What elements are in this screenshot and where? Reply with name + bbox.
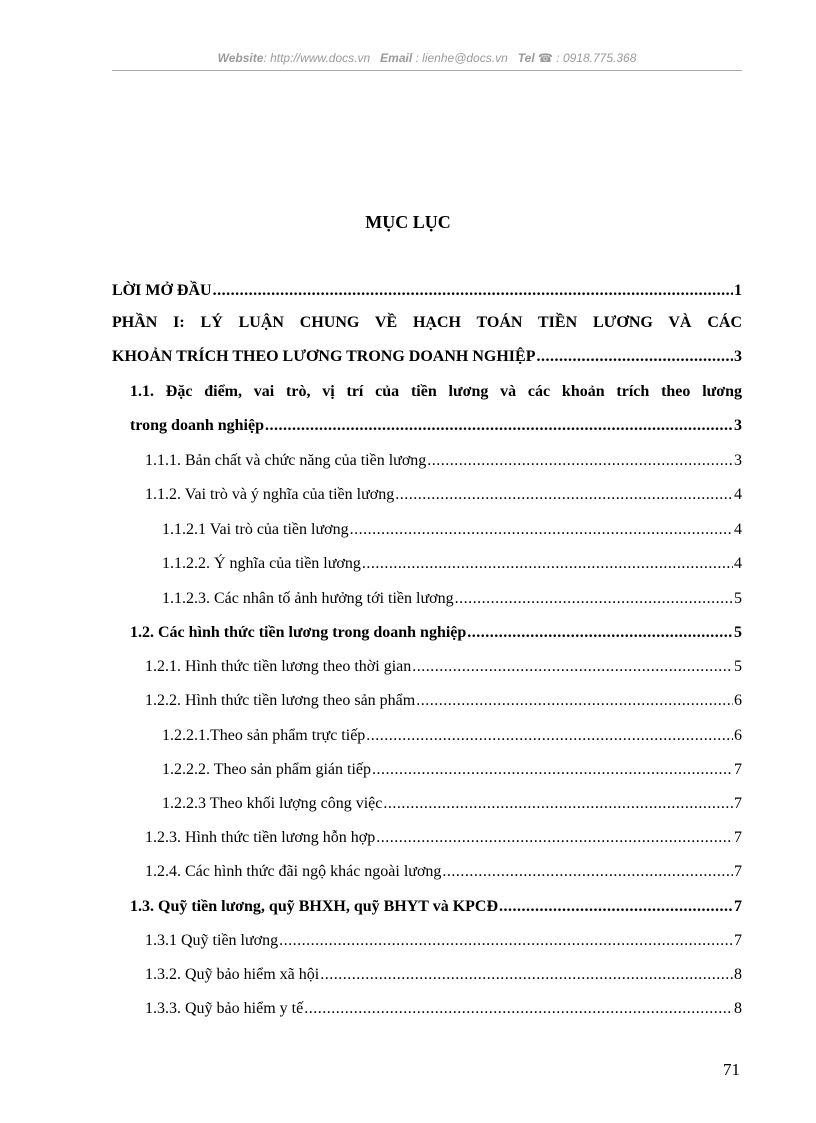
toc-leader-dots	[499, 895, 733, 919]
toc-entry-text: 1.2.1. Hình thức tiền lương theo thời gian	[145, 658, 412, 675]
toc-leader-dots	[416, 689, 733, 713]
tel-label: Tel	[517, 51, 535, 65]
toc-entry-1-1-1[interactable]	[145, 449, 742, 473]
toc-entry-text: trong doanh nghiệp	[130, 417, 264, 434]
toc-leader-dots	[213, 279, 733, 303]
toc-entry-page: 7	[734, 863, 742, 880]
toc-entry-1-2-2-2[interactable]	[162, 758, 742, 782]
toc-leader-dots	[304, 997, 733, 1021]
toc-entry-text: LỜI MỞ ĐẦU	[112, 282, 212, 299]
toc-entry-text: 1.2.2.2. Theo sản phẩm gián tiếp	[162, 761, 371, 778]
toc-entry-page: 3	[734, 417, 742, 434]
toc-entry-page: 8	[734, 1000, 742, 1017]
toc-entry-1-2-2-1[interactable]	[162, 724, 742, 748]
toc-entry-text: 1.3.1 Quỹ tiền lương	[145, 932, 279, 949]
toc-entry-text: 1.2.3. Hình thức tiền lương hỗn hợp	[145, 829, 376, 846]
toc-entry-page: 1	[734, 282, 742, 299]
toc-entry-1-2-2-3[interactable]	[162, 792, 742, 816]
toc-leader-dots	[362, 552, 733, 576]
toc-entry-page: 7	[734, 932, 742, 949]
toc-entry-1-3-1[interactable]	[145, 929, 742, 953]
toc-leader-dots	[467, 621, 733, 645]
toc-entry-1-1-line1[interactable]: 1.1. Đặc điểm, vai trò, vị trí của tiền lương và các khoản trích theo lương	[130, 383, 742, 400]
toc-entry-1-3-3[interactable]	[145, 997, 742, 1021]
toc-entry-1-1-line2[interactable]	[130, 414, 742, 438]
toc-entry-part1-line1[interactable]: PHẦN I: LÝ LUẬN CHUNG VỀ HẠCH TOÁN TIỀN LƯƠNG VÀ CÁC	[112, 314, 742, 331]
toc-entry-1-2-1[interactable]	[145, 655, 742, 679]
toc-leader-dots	[366, 724, 733, 748]
toc-entry-1-1-2-3[interactable]	[162, 587, 742, 611]
toc-leader-dots	[265, 414, 733, 438]
toc-entry-1-2-4[interactable]	[145, 860, 742, 884]
toc-entry-1-1-2[interactable]	[145, 483, 742, 507]
tel-value: ☎ : 0918.775.368	[534, 51, 637, 65]
toc-entry-text: 1.3. Quỹ tiền lương, quỹ BHXH, quỹ BHYT và KPCĐ	[130, 898, 499, 915]
toc-entry-1-3-2[interactable]	[145, 963, 742, 987]
toc-entry-page: 4	[734, 486, 742, 503]
toc-entry-page: 4	[734, 555, 742, 572]
toc-leader-dots	[372, 758, 733, 782]
toc-leader-dots	[427, 449, 733, 473]
toc-entry-part1-line2[interactable]	[112, 345, 742, 369]
toc-entry-text: 1.1.1. Bản chất và chức năng của tiền lương	[145, 452, 427, 469]
toc-entry-1-2-2[interactable]	[145, 689, 742, 713]
toc-entry-page: 5	[734, 624, 742, 641]
toc-leader-dots	[350, 518, 733, 542]
page-header	[112, 51, 742, 65]
toc-leader-dots	[320, 963, 733, 987]
page-number: 71	[723, 1060, 740, 1079]
toc-entry-text: 1.2.4. Các hình thức đãi ngộ khác ngoài lương	[145, 863, 442, 880]
toc-entry-page: 7	[734, 795, 742, 812]
toc-entry-text: 1.2.2. Hình thức tiền lương theo sản phẩm	[145, 692, 416, 709]
toc-entry-intro[interactable]	[112, 279, 742, 303]
toc-entry-text: 1.1.2.2. Ý nghĩa của tiền lương	[162, 555, 361, 572]
toc-entry-text: 1.2.2.3 Theo khối lượng công việc	[162, 795, 383, 812]
toc-entry-text: KHOẢN TRÍCH THEO LƯƠNG TRONG DOANH NGHIỆP	[112, 348, 536, 365]
toc-entry-page: 7	[734, 829, 742, 846]
toc-entry-page: 3	[734, 348, 742, 365]
toc-entry-page: 3	[734, 452, 742, 469]
toc-entry-1-3[interactable]	[130, 895, 742, 919]
toc-entry-text: 1.1.2.3. Các nhân tố ảnh hưởng tới tiền lương	[162, 590, 454, 607]
toc-entry-1-2[interactable]	[130, 621, 742, 645]
header-divider	[112, 70, 742, 71]
toc-entry-page: 5	[734, 658, 742, 675]
toc-entry-1-1-2-2[interactable]	[162, 552, 742, 576]
website-label: Website	[217, 51, 264, 65]
toc-leader-dots	[279, 929, 733, 953]
toc-entry-text: 1.1.2.1 Vai trò của tiền lương	[162, 521, 349, 538]
toc-entry-text: 1.2. Các hình thức tiền lương trong doanh nghiệp	[130, 624, 467, 641]
toc-entry-text: 1.3.2. Quỹ bảo hiểm xã hội	[145, 966, 320, 983]
toc-entry-1-2-3[interactable]	[145, 826, 742, 850]
toc-leader-dots	[395, 483, 733, 507]
toc-leader-dots	[383, 792, 733, 816]
toc-title: MỤC LỤC	[365, 212, 451, 232]
toc-leader-dots	[412, 655, 733, 679]
toc-entry-1-1-2-1[interactable]	[162, 518, 742, 542]
toc-entry-page: 5	[734, 590, 742, 607]
toc-leader-dots	[442, 860, 733, 884]
toc-leader-dots	[455, 587, 733, 611]
toc-entry-page: 6	[734, 727, 742, 744]
toc-leader-dots	[536, 345, 733, 369]
email-label: Email	[380, 51, 413, 65]
website-value: : http://www.docs.vn	[263, 51, 371, 65]
toc-leader-dots	[376, 826, 733, 850]
toc-entry-page: 7	[734, 761, 742, 778]
toc-entry-text: 1.3.3. Quỹ bảo hiểm y tế	[145, 1000, 304, 1017]
toc-entry-page: 4	[734, 521, 742, 538]
email-value: : lienhe@docs.vn	[412, 51, 508, 65]
toc-entry-text: 1.1.2. Vai trò và ý nghĩa của tiền lương	[145, 486, 395, 503]
toc-entry-text: 1.2.2.1.Theo sản phẩm trực tiếp	[162, 727, 366, 744]
toc-entry-page: 8	[734, 966, 742, 983]
toc-entry-page: 7	[734, 898, 742, 915]
toc-entry-page: 6	[734, 692, 742, 709]
